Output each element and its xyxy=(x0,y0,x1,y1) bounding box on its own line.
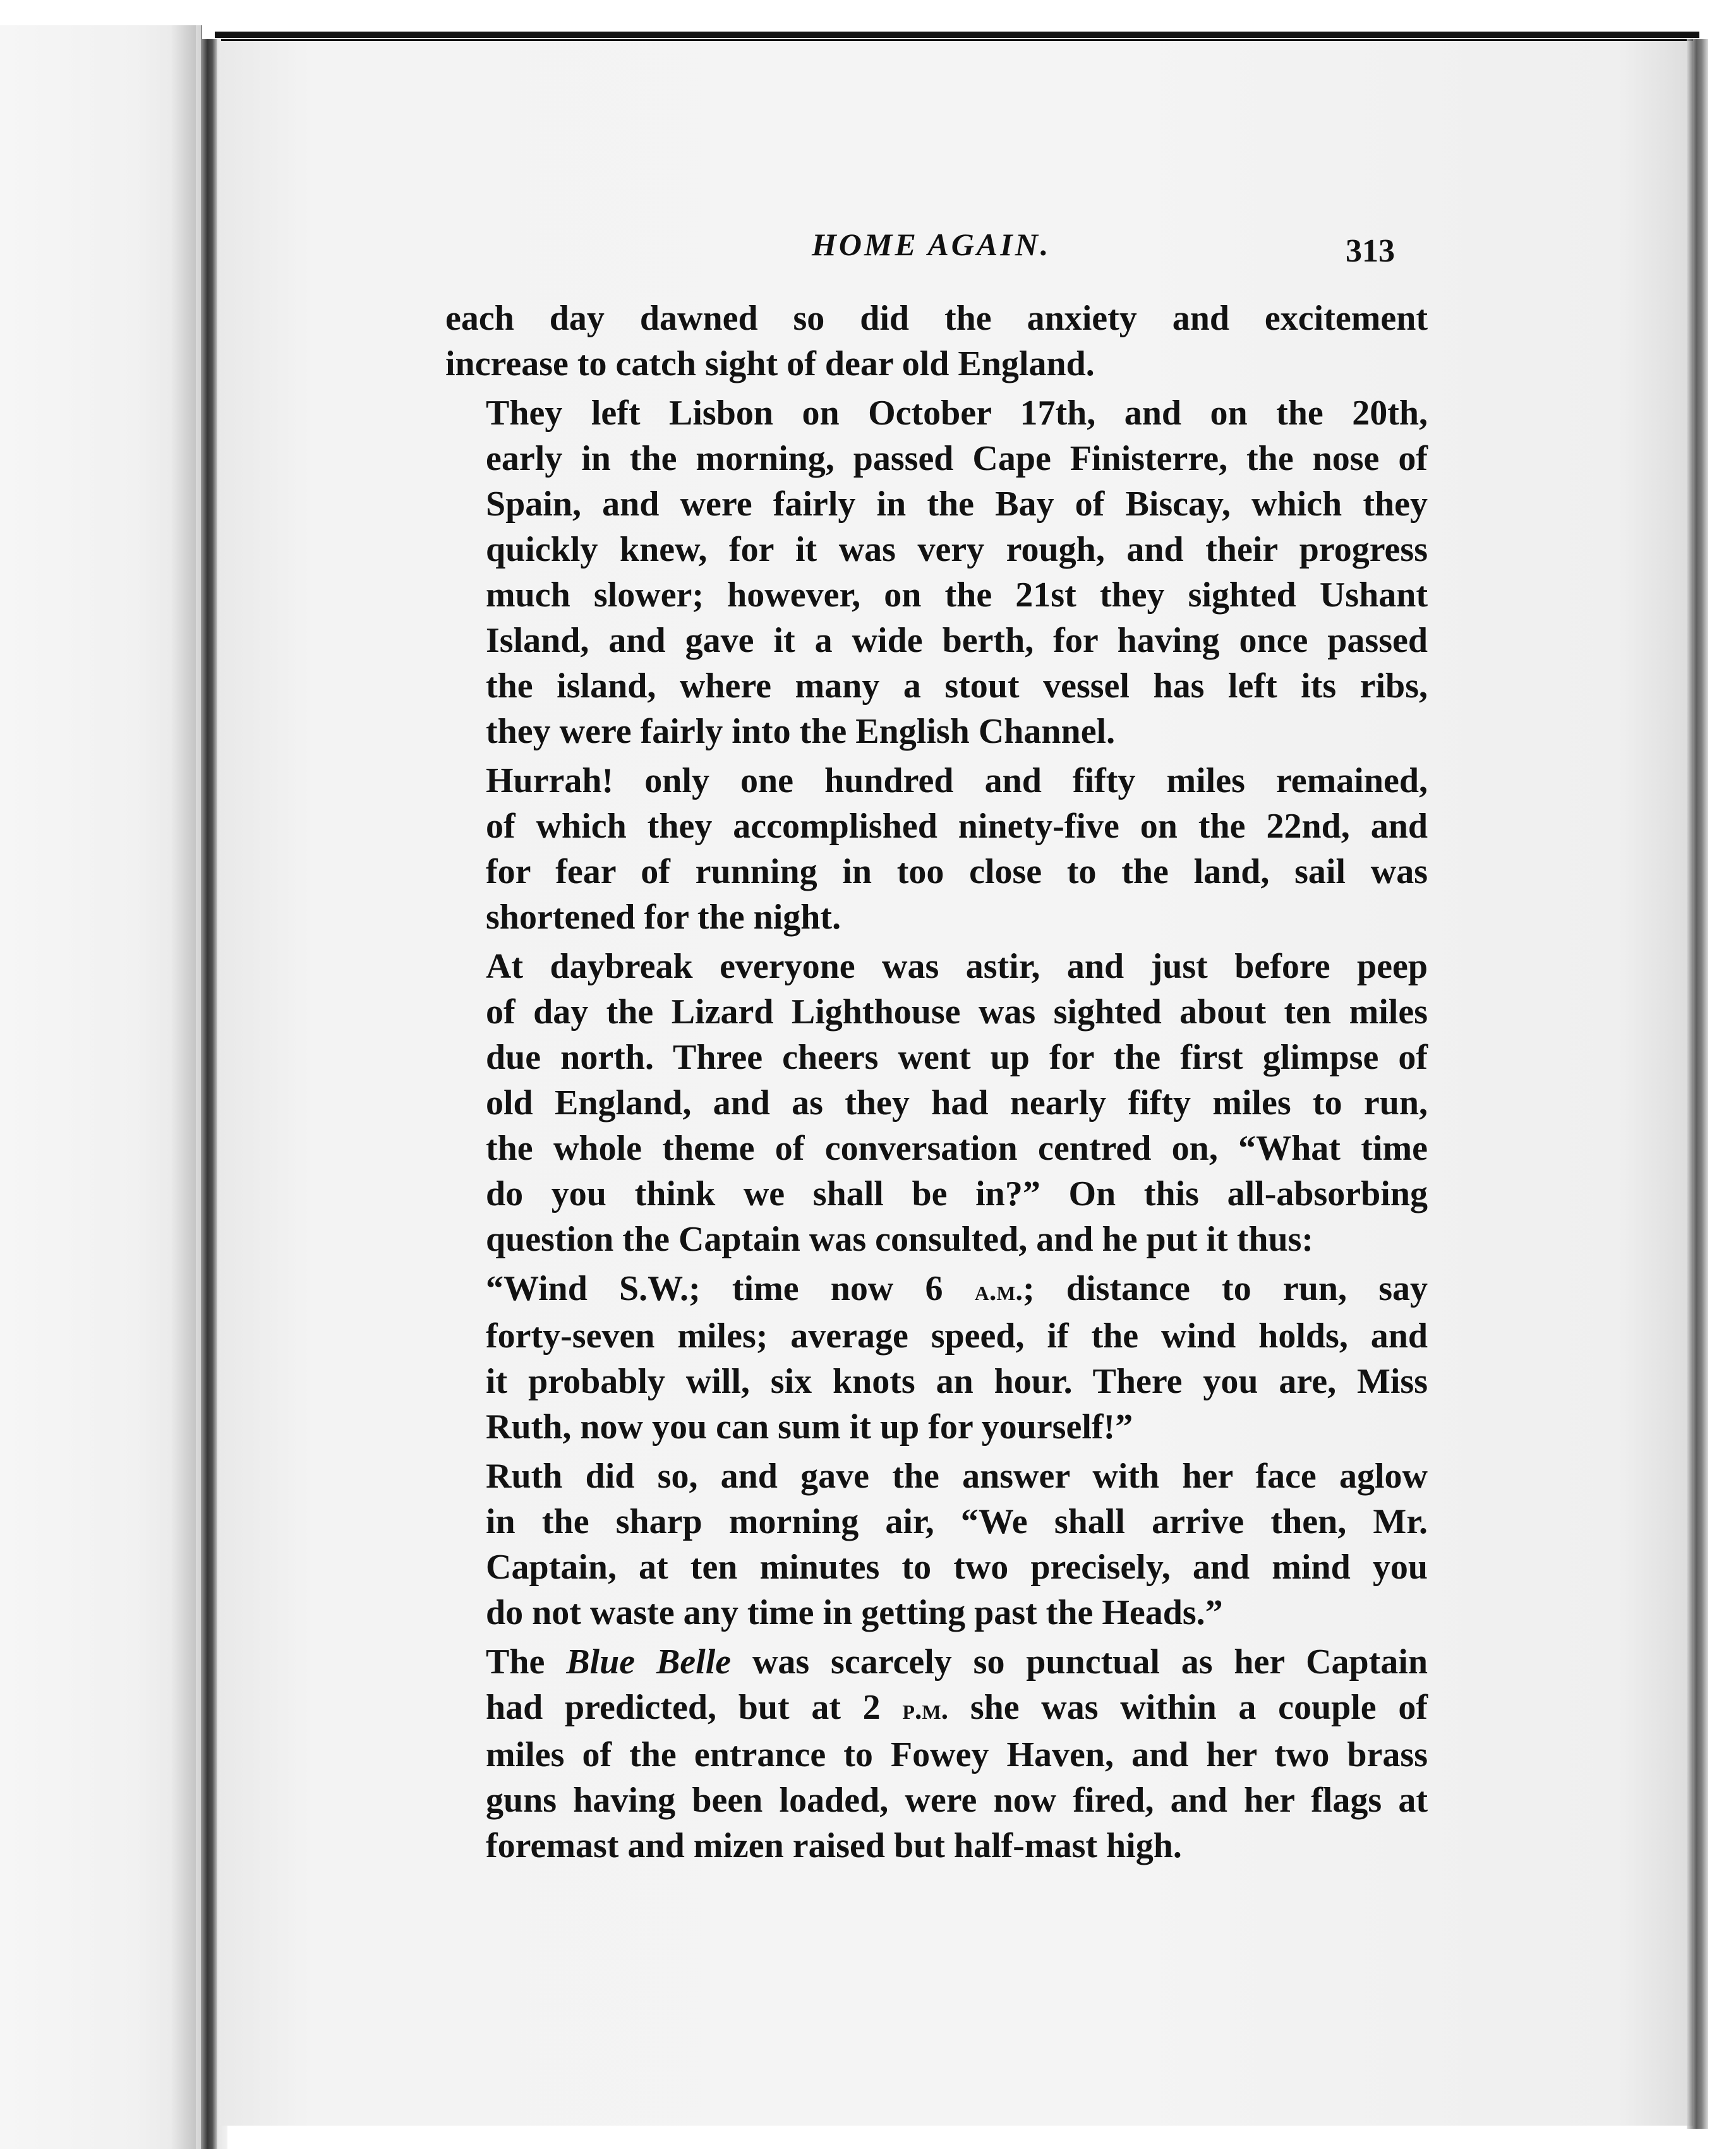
text-line: of day the Lizard Lighthouse was sighted about ten miles xyxy=(486,992,1428,1032)
text-line: in the sharp morning air, “We shall arrive then, Mr. xyxy=(486,1502,1428,1541)
text-line: “Wind S.W.; time now 6 a.m.; distance to run, say xyxy=(486,1269,1428,1308)
italic-text: Blue Belle xyxy=(566,1642,732,1682)
body-text xyxy=(445,296,1428,1872)
text-line: early in the morning, passed Cape Finisterre, the nose of xyxy=(486,439,1428,478)
text-line: question the Captain was consulted, and he put it thus: xyxy=(486,1220,1314,1259)
small-caps-text: a.m. xyxy=(974,1274,1023,1306)
text-line: foremast and mizen raised but half-mast high. xyxy=(486,1826,1182,1865)
text-line: had predicted, but at 2 p.m. she was within a couple of xyxy=(486,1688,1428,1727)
text-line: old England, and as they had nearly fifty miles to run, xyxy=(486,1083,1428,1123)
text-line: Captain, at ten minutes to two precisely, and mind you xyxy=(486,1548,1428,1587)
text-line: They left Lisbon on October 17th, and on the 20th, xyxy=(486,394,1428,433)
text-line: due north. Three cheers went up for the first glimpse of xyxy=(486,1038,1428,1077)
running-head: HOME AGAIN. xyxy=(812,227,1051,262)
text-line: quickly knew, for it was very rough, and their progress xyxy=(486,530,1428,569)
text-line: Ruth did so, and gave the answer with her face aglow xyxy=(486,1457,1428,1496)
text-line: much slower; however, on the 21st they sighted Ushant xyxy=(486,575,1428,615)
paragraph xyxy=(445,758,1428,940)
text-line: guns having been loaded, were now fired, and her flags at xyxy=(486,1781,1428,1820)
text-line: the island, where many a stout vessel has left its ribs, xyxy=(486,666,1428,706)
gutter-shadow xyxy=(171,25,227,2149)
paragraph xyxy=(445,296,1428,387)
text-line: shortened for the night. xyxy=(486,898,841,937)
page-top-edge xyxy=(215,32,1699,38)
text-line: do you think we shall be in?” On this all-absorbing xyxy=(486,1174,1428,1213)
facing-page-edge xyxy=(0,25,196,2149)
text-line: each day dawned so did the anxiety and excitement xyxy=(445,299,1428,338)
page-right-edge xyxy=(1687,38,1708,2129)
text-line: Hurrah! only one hundred and fifty miles remained, xyxy=(486,761,1428,800)
text-line: Spain, and were fairly in the Bay of Biscay, which they xyxy=(486,485,1428,524)
text-line: of which they accomplished ninety-five on the 22nd, and xyxy=(486,807,1428,846)
small-caps-text: p.m. xyxy=(902,1693,949,1725)
text-line: miles of the entrance to Fowey Haven, and her two brass xyxy=(486,1735,1428,1774)
text-line: Ruth, now you can sum it up for yourself!” xyxy=(486,1407,1133,1447)
text-line: for fear of running in too close to the land, sail was xyxy=(486,852,1428,891)
text-line: do not waste any time in getting past the Heads.” xyxy=(486,1593,1223,1632)
text-line: At daybreak everyone was astir, and just before peep xyxy=(486,947,1428,986)
text-line: forty-seven miles; average speed, if the wind holds, and xyxy=(486,1316,1428,1356)
text-line: it probably will, six knots an hour. There you are, Miss xyxy=(486,1362,1428,1401)
page-number: 313 xyxy=(1346,233,1395,269)
paragraph xyxy=(445,1266,1428,1450)
text-line: Island, and gave it a wide berth, for having once passed xyxy=(486,621,1428,660)
paragraph xyxy=(445,944,1428,1262)
paragraph xyxy=(445,1454,1428,1635)
text-line: increase to catch sight of dear old England. xyxy=(445,344,1095,383)
text-line: the whole theme of conversation centred on, “What time xyxy=(486,1129,1428,1168)
text-line: The Blue Belle was scarcely so punctual as her Captain xyxy=(486,1642,1428,1682)
paragraph xyxy=(445,1639,1428,1869)
binding-gutter xyxy=(201,25,217,2149)
text-line: they were fairly into the English Channel. xyxy=(486,712,1116,751)
paragraph xyxy=(445,390,1428,754)
